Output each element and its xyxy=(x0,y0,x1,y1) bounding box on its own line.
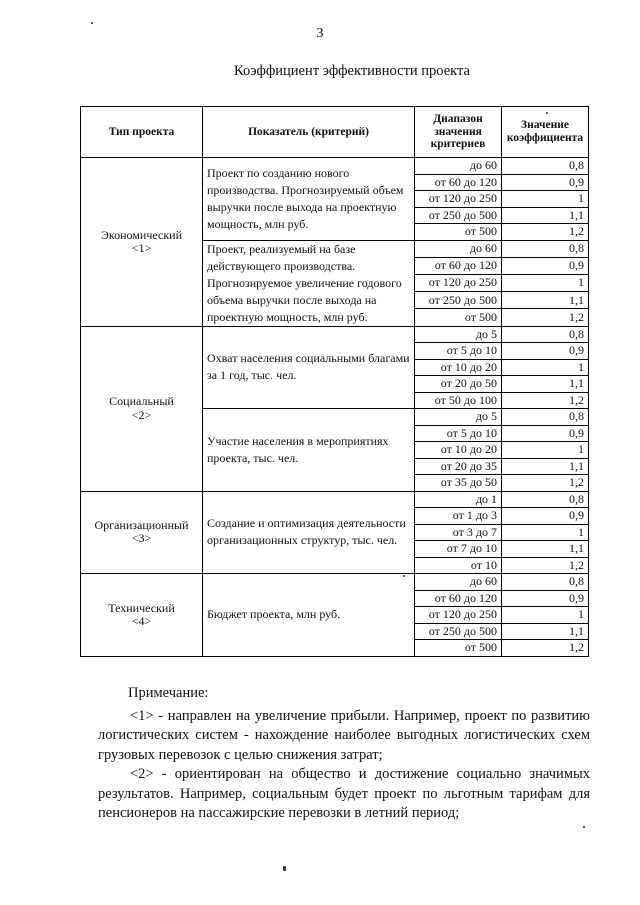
project-type-label: Технический xyxy=(108,600,175,615)
project-type-cell xyxy=(81,574,203,657)
coefficient-cell: 1,1 xyxy=(502,292,589,309)
coefficient-cell: 1 xyxy=(502,524,589,541)
range-cell: от 35 до 50 xyxy=(415,475,502,492)
header-criterion: Показатель (критерий) xyxy=(203,107,415,158)
criterion-cell: Проект по созданию нового производства. Прогнозируемый объем выручки после выхода на проектную мощность, млн руб. xyxy=(203,158,415,241)
table-body xyxy=(81,158,589,657)
project-type-cell xyxy=(81,326,203,491)
header-range: Диапазон значения критериев xyxy=(415,107,502,158)
coefficient-cell: 1 xyxy=(502,274,589,291)
coefficient-cell: 0,8 xyxy=(502,491,589,508)
range-cell: от 250 до 500 xyxy=(415,623,502,640)
header-coefficient: Значение коэффициента xyxy=(502,107,589,158)
coefficient-cell: 1 xyxy=(502,442,589,459)
range-cell: от 7 до 10 xyxy=(415,541,502,558)
scan-speck xyxy=(583,826,585,828)
project-type-code: <4> xyxy=(131,613,152,628)
range-cell: от 10 xyxy=(415,557,502,574)
range-cell: до 5 xyxy=(415,409,502,426)
project-type-label: Социальный xyxy=(109,394,174,409)
criterion-cell: Создание и оптимизация деятельности организационных структур, тыс. чел. xyxy=(203,491,415,574)
project-type-code: <3> xyxy=(131,531,152,546)
coefficient-cell: 0,8 xyxy=(502,409,589,426)
range-cell: от 60 до 120 xyxy=(415,174,502,191)
range-cell: от 20 до 50 xyxy=(415,376,502,393)
scan-speck xyxy=(91,22,93,24)
range-cell: от 120 до 250 xyxy=(415,607,502,624)
scan-speck xyxy=(403,575,405,577)
coefficient-cell: 1,2 xyxy=(502,392,589,409)
note-item-1: <1> - направлен на увеличение прибыли. Например, проект по развитию логистических систем - нахождение наиболее выгодных логистических схем грузовых перевозок с целью снижения затрат; xyxy=(98,707,590,763)
page-number: 3 xyxy=(316,26,324,41)
coefficient-cell: 0,9 xyxy=(502,257,589,274)
coefficient-cell: 1,2 xyxy=(502,475,589,492)
range-cell: до 60 xyxy=(415,158,502,175)
range-cell: до 60 xyxy=(415,574,502,591)
coefficient-cell: 1,1 xyxy=(502,207,589,224)
coefficient-cell: 0,9 xyxy=(502,174,589,191)
range-cell: от 50 до 100 xyxy=(415,392,502,409)
range-cell: от 250 до 500 xyxy=(415,292,502,309)
range-cell: от 3 до 7 xyxy=(415,524,502,541)
criterion-cell: Участие населения в мероприятиях проекта, тыс. чел. xyxy=(203,409,415,492)
coefficient-cell: 0,8 xyxy=(502,240,589,257)
project-type-label: Организационный xyxy=(94,518,189,533)
range-cell: от 1 до 3 xyxy=(415,508,502,525)
table-row xyxy=(81,574,589,591)
coefficient-cell: 1,1 xyxy=(502,541,589,558)
range-cell: от 10 до 20 xyxy=(415,359,502,376)
range-cell: до 60 xyxy=(415,240,502,257)
range-cell: от 120 до 250 xyxy=(415,191,502,208)
page-title: Коэффициент эффективности проекта xyxy=(234,63,470,79)
coefficient-cell: 0,9 xyxy=(502,425,589,442)
project-type-label: Экономический xyxy=(100,227,182,242)
coefficient-cell: 0,8 xyxy=(502,158,589,175)
criterion-cell: Проект, реализуемый на базе действующего производства. Прогнозируемое увеличение годового объема выручки после выхода на проектную мощность, млн руб. xyxy=(203,240,415,326)
scan-speck xyxy=(546,112,548,114)
coefficient-cell: 1,1 xyxy=(502,458,589,475)
range-cell: от 20 до 35 xyxy=(415,458,502,475)
range-cell: до 1 xyxy=(415,491,502,508)
table-row xyxy=(81,491,589,508)
coefficient-cell: 1 xyxy=(502,607,589,624)
scan-speck xyxy=(283,866,286,871)
coefficient-cell: 0,9 xyxy=(502,508,589,525)
range-cell: от 500 xyxy=(415,309,502,326)
table-row xyxy=(81,326,589,343)
project-type-cell xyxy=(81,491,203,574)
coefficient-cell: 1,1 xyxy=(502,623,589,640)
criterion-cell: Охват населения социальными благами за 1 год, тыс. чел. xyxy=(203,326,415,409)
range-cell: от 60 до 120 xyxy=(415,257,502,274)
criterion-cell: Бюджет проекта, млн руб. xyxy=(203,574,415,657)
range-cell: от 500 xyxy=(415,640,502,657)
coefficient-cell: 0,9 xyxy=(502,343,589,360)
coefficient-cell: 1,2 xyxy=(502,557,589,574)
coefficient-cell: 1,1 xyxy=(502,376,589,393)
project-type-code: <2> xyxy=(131,407,152,422)
notes-section xyxy=(98,684,590,824)
coefficient-table xyxy=(80,106,589,657)
notes-heading: Примечание: xyxy=(128,685,209,701)
coefficient-cell: 1,2 xyxy=(502,309,589,326)
range-cell: от 120 до 250 xyxy=(415,274,502,291)
range-cell: от 60 до 120 xyxy=(415,590,502,607)
coefficient-cell: 1,2 xyxy=(502,640,589,657)
coefficient-cell: 1 xyxy=(502,191,589,208)
table-row xyxy=(81,158,589,175)
range-cell: до 5 xyxy=(415,326,502,343)
range-cell: от 250 до 500 xyxy=(415,207,502,224)
project-type-cell xyxy=(81,158,203,327)
range-cell: от 5 до 10 xyxy=(415,343,502,360)
coefficient-cell: 0,8 xyxy=(502,326,589,343)
coefficient-cell: 1,2 xyxy=(502,224,589,241)
coefficient-cell: 1 xyxy=(502,359,589,376)
range-cell: от 500 xyxy=(415,224,502,241)
range-cell: от 10 до 20 xyxy=(415,442,502,459)
coefficient-cell: 0,8 xyxy=(502,574,589,591)
table-header-row xyxy=(81,107,589,158)
range-cell: от 5 до 10 xyxy=(415,425,502,442)
coefficient-cell: 0,9 xyxy=(502,590,589,607)
header-type: Тип проекта xyxy=(81,107,203,158)
note-item-2: <2> - ориентирован на общество и достижение социально значимых результатов. Например, социальным будет проект по льготным тарифам для пенсионеров на пассажирские перевозки в летний период; xyxy=(98,766,590,821)
project-type-code: <1> xyxy=(131,240,152,255)
